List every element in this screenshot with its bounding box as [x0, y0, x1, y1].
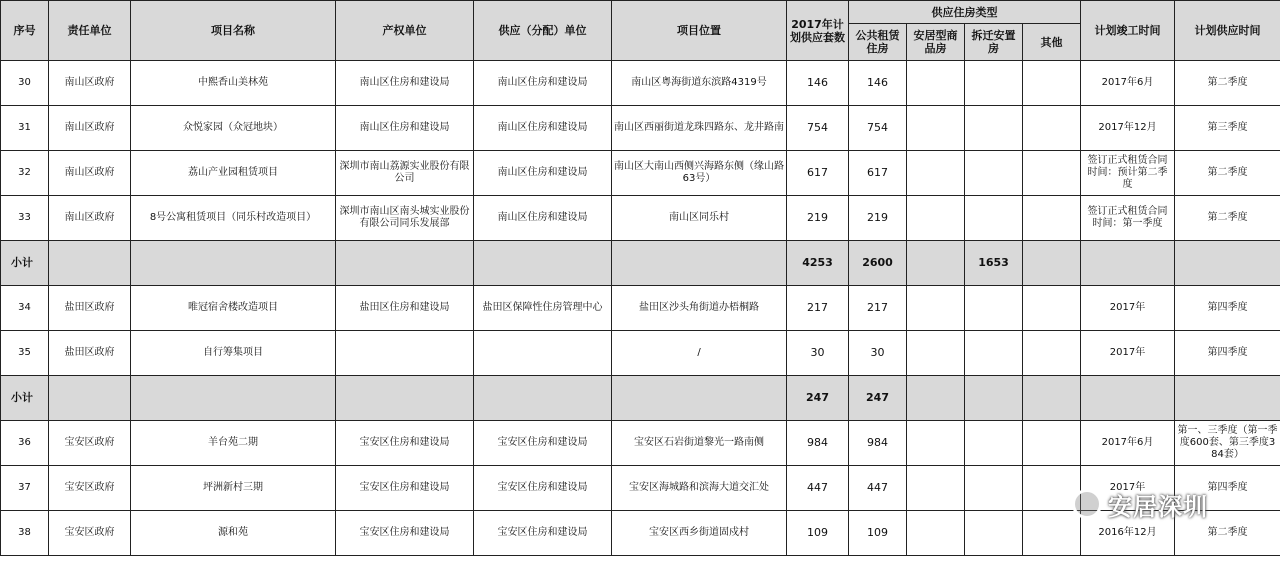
cell-location: / [612, 331, 787, 376]
cell-location: 宝安区石岩街道黎光一路南侧 [612, 421, 787, 466]
cell-public-rental: 219 [849, 196, 907, 241]
cell-seq: 35 [1, 331, 49, 376]
cell-other [1023, 466, 1081, 511]
cell-seq: 37 [1, 466, 49, 511]
header-public-rental: 公共租赁住房 [849, 24, 907, 61]
cell-public-rental: 754 [849, 106, 907, 151]
cell-demolition-resettlement [965, 376, 1023, 421]
cell-affordable-commodity [907, 61, 965, 106]
cell-supplier: 宝安区住房和建设局 [474, 466, 612, 511]
cell-planned-completion: 签订正式租赁合同时间：第一季度 [1081, 196, 1175, 241]
cell-planned-units: 754 [787, 106, 849, 151]
empty-cell [131, 241, 336, 286]
empty-cell [131, 376, 336, 421]
cell-planned-units: 217 [787, 286, 849, 331]
cell-other [1023, 376, 1081, 421]
watermark-text: 安居深圳 [1108, 492, 1208, 521]
cell-supplier: 南山区住房和建设局 [474, 61, 612, 106]
cell-planned-supply: 第四季度 [1175, 286, 1280, 331]
cell-other [1023, 511, 1081, 556]
cell-planned-supply: 第四季度 [1175, 331, 1280, 376]
empty-cell [474, 376, 612, 421]
cell-affordable-commodity [907, 376, 965, 421]
cell-responsible: 盐田区政府 [49, 331, 131, 376]
table-row [1, 286, 1280, 331]
cell-other [1023, 421, 1081, 466]
cell-location: 南山区大南山西侧兴海路东侧（缘山路63号） [612, 151, 787, 196]
subtotal-row [1, 376, 1280, 421]
header-seq: 序号 [1, 1, 49, 61]
cell-owner: 深圳市南山区南头城实业股份有限公司同乐发展部 [336, 196, 474, 241]
empty-cell [49, 241, 131, 286]
cell-planned-completion: 签订正式租赁合同时间：预计第二季度 [1081, 151, 1175, 196]
cell-location: 南山区同乐村 [612, 196, 787, 241]
cell-location: 南山区西丽街道龙珠四路东、龙井路南 [612, 106, 787, 151]
cell-public-rental: 109 [849, 511, 907, 556]
cell-planned-supply: 第二季度 [1175, 511, 1280, 556]
cell-public-rental: 984 [849, 421, 907, 466]
cell-demolition-resettlement [965, 466, 1023, 511]
cell-responsible: 南山区政府 [49, 106, 131, 151]
cell-demolition-resettlement [965, 106, 1023, 151]
cell-owner: 宝安区住房和建设局 [336, 421, 474, 466]
cell-planned-completion: 2017年 [1081, 331, 1175, 376]
empty-cell [1081, 376, 1175, 421]
cell-demolition-resettlement [965, 61, 1023, 106]
cell-planned-units: 219 [787, 196, 849, 241]
cell-planned-units: 4253 [787, 241, 849, 286]
cell-supplier: 盐田区保障性住房管理中心 [474, 286, 612, 331]
cell-supplier: 宝安区住房和建设局 [474, 511, 612, 556]
cell-public-rental: 30 [849, 331, 907, 376]
header-other: 其他 [1023, 24, 1081, 61]
cell-responsible: 宝安区政府 [49, 511, 131, 556]
cell-seq: 34 [1, 286, 49, 331]
cell-planned-supply: 第四季度 [1175, 466, 1280, 511]
cell-demolition-resettlement [965, 286, 1023, 331]
cell-other [1023, 241, 1081, 286]
cell-seq: 33 [1, 196, 49, 241]
cell-seq: 38 [1, 511, 49, 556]
cell-affordable-commodity [907, 196, 965, 241]
cell-location: 宝安区海城路和滨海大道交汇处 [612, 466, 787, 511]
cell-planned-units: 109 [787, 511, 849, 556]
cell-planned-supply: 第二季度 [1175, 151, 1280, 196]
cell-demolition-resettlement: 1653 [965, 241, 1023, 286]
cell-planned-units: 30 [787, 331, 849, 376]
cell-location: 宝安区西乡街道固戍村 [612, 511, 787, 556]
header-supplier: 供应（分配）单位 [474, 1, 612, 61]
cell-supplier: 南山区住房和建设局 [474, 151, 612, 196]
cell-demolition-resettlement [965, 511, 1023, 556]
cell-responsible: 宝安区政府 [49, 421, 131, 466]
cell-planned-supply: 第一、三季度（第一季度600套、第三季度384套） [1175, 421, 1280, 466]
header-planned-units: 2017年计划供应套数 [787, 1, 849, 61]
cell-affordable-commodity [907, 466, 965, 511]
header-row-1 [1, 1, 1280, 24]
cell-public-rental: 146 [849, 61, 907, 106]
cell-demolition-resettlement [965, 421, 1023, 466]
header-location: 项目位置 [612, 1, 787, 61]
cell-affordable-commodity [907, 511, 965, 556]
cell-project-name: 源和苑 [131, 511, 336, 556]
cell-other [1023, 196, 1081, 241]
cell-responsible: 宝安区政府 [49, 466, 131, 511]
cell-project-name: 中熙香山美林苑 [131, 61, 336, 106]
cell-public-rental: 447 [849, 466, 907, 511]
cell-seq: 32 [1, 151, 49, 196]
cell-planned-units: 247 [787, 376, 849, 421]
empty-cell [49, 376, 131, 421]
cell-supplier: 宝安区住房和建设局 [474, 421, 612, 466]
cell-owner: 南山区住房和建设局 [336, 61, 474, 106]
cell-project-name: 众悦家园（众冠地块） [131, 106, 336, 151]
cell-other [1023, 331, 1081, 376]
cell-owner: 深圳市南山荔源实业股份有限公司 [336, 151, 474, 196]
table-row [1, 331, 1280, 376]
header-demolition-resettlement: 拆迁安置房 [965, 24, 1023, 61]
cell-planned-units: 984 [787, 421, 849, 466]
empty-cell [336, 241, 474, 286]
cell-seq: 36 [1, 421, 49, 466]
header-project-name: 项目名称 [131, 1, 336, 61]
header-affordable-commodity: 安居型商品房 [907, 24, 965, 61]
table-row [1, 421, 1280, 466]
empty-cell [1175, 241, 1280, 286]
cell-responsible: 南山区政府 [49, 61, 131, 106]
cell-public-rental: 217 [849, 286, 907, 331]
subtotal-row [1, 241, 1280, 286]
cell-owner: 盐田区住房和建设局 [336, 286, 474, 331]
cell-project-name: 8号公寓租赁项目（同乐村改造项目） [131, 196, 336, 241]
cell-planned-supply: 第三季度 [1175, 106, 1280, 151]
empty-cell [1081, 241, 1175, 286]
cell-planned-completion: 2017年 [1081, 286, 1175, 331]
cell-planned-completion: 2016年12月 [1081, 511, 1175, 556]
cell-public-rental: 247 [849, 376, 907, 421]
cell-responsible: 南山区政府 [49, 196, 131, 241]
cell-location: 南山区粤海街道东滨路4319号 [612, 61, 787, 106]
cell-responsible: 南山区政府 [49, 151, 131, 196]
header-housing-types: 供应住房类型 [849, 1, 1081, 24]
cell-planned-units: 617 [787, 151, 849, 196]
header-planned-completion: 计划竣工时间 [1081, 1, 1175, 61]
cell-planned-units: 146 [787, 61, 849, 106]
subtotal-label: 小计 [1, 376, 49, 421]
cell-affordable-commodity [907, 286, 965, 331]
cell-seq: 30 [1, 61, 49, 106]
empty-cell [612, 241, 787, 286]
cell-other [1023, 106, 1081, 151]
cell-owner: 南山区住房和建设局 [336, 106, 474, 151]
cell-project-name: 羊台苑二期 [131, 421, 336, 466]
cell-affordable-commodity [907, 241, 965, 286]
cell-demolition-resettlement [965, 151, 1023, 196]
cell-project-name: 荔山产业园租赁项目 [131, 151, 336, 196]
empty-cell [612, 376, 787, 421]
cell-planned-supply: 第二季度 [1175, 61, 1280, 106]
cell-owner: 宝安区住房和建设局 [336, 511, 474, 556]
cell-planned-completion: 2017年6月 [1081, 421, 1175, 466]
cell-public-rental: 617 [849, 151, 907, 196]
cell-demolition-resettlement [965, 196, 1023, 241]
header-responsible: 责任单位 [49, 1, 131, 61]
cell-planned-completion: 2017年 [1081, 466, 1175, 511]
cell-other [1023, 151, 1081, 196]
table-row [1, 511, 1280, 556]
cell-affordable-commodity [907, 106, 965, 151]
cell-planned-supply: 第二季度 [1175, 196, 1280, 241]
cell-public-rental: 2600 [849, 241, 907, 286]
cell-project-name: 自行筹集项目 [131, 331, 336, 376]
empty-cell [474, 241, 612, 286]
table-row [1, 196, 1280, 241]
cell-other [1023, 286, 1081, 331]
table-row [1, 151, 1280, 196]
cell-project-name: 唯冠宿舍楼改造项目 [131, 286, 336, 331]
cell-owner: 宝安区住房和建设局 [336, 466, 474, 511]
header-planned-supply: 计划供应时间 [1175, 1, 1280, 61]
cell-responsible: 盐田区政府 [49, 286, 131, 331]
cell-supplier: 南山区住房和建设局 [474, 106, 612, 151]
empty-cell [1175, 376, 1280, 421]
table-row [1, 61, 1280, 106]
cell-project-name: 坪洲新村三期 [131, 466, 336, 511]
cell-planned-units: 447 [787, 466, 849, 511]
subtotal-label: 小计 [1, 241, 49, 286]
cell-demolition-resettlement [965, 331, 1023, 376]
cell-planned-completion: 2017年6月 [1081, 61, 1175, 106]
cell-affordable-commodity [907, 421, 965, 466]
empty-cell [336, 376, 474, 421]
cell-affordable-commodity [907, 151, 965, 196]
table-row [1, 466, 1280, 511]
cell-owner [336, 331, 474, 376]
table-row [1, 106, 1280, 151]
header-owner: 产权单位 [336, 1, 474, 61]
cell-seq: 31 [1, 106, 49, 151]
cell-other [1023, 61, 1081, 106]
cell-planned-completion: 2017年12月 [1081, 106, 1175, 151]
cell-location: 盐田区沙头角街道办梧桐路 [612, 286, 787, 331]
cell-supplier: 南山区住房和建设局 [474, 196, 612, 241]
cell-supplier [474, 331, 612, 376]
table-body [1, 61, 1280, 556]
cell-affordable-commodity [907, 331, 965, 376]
